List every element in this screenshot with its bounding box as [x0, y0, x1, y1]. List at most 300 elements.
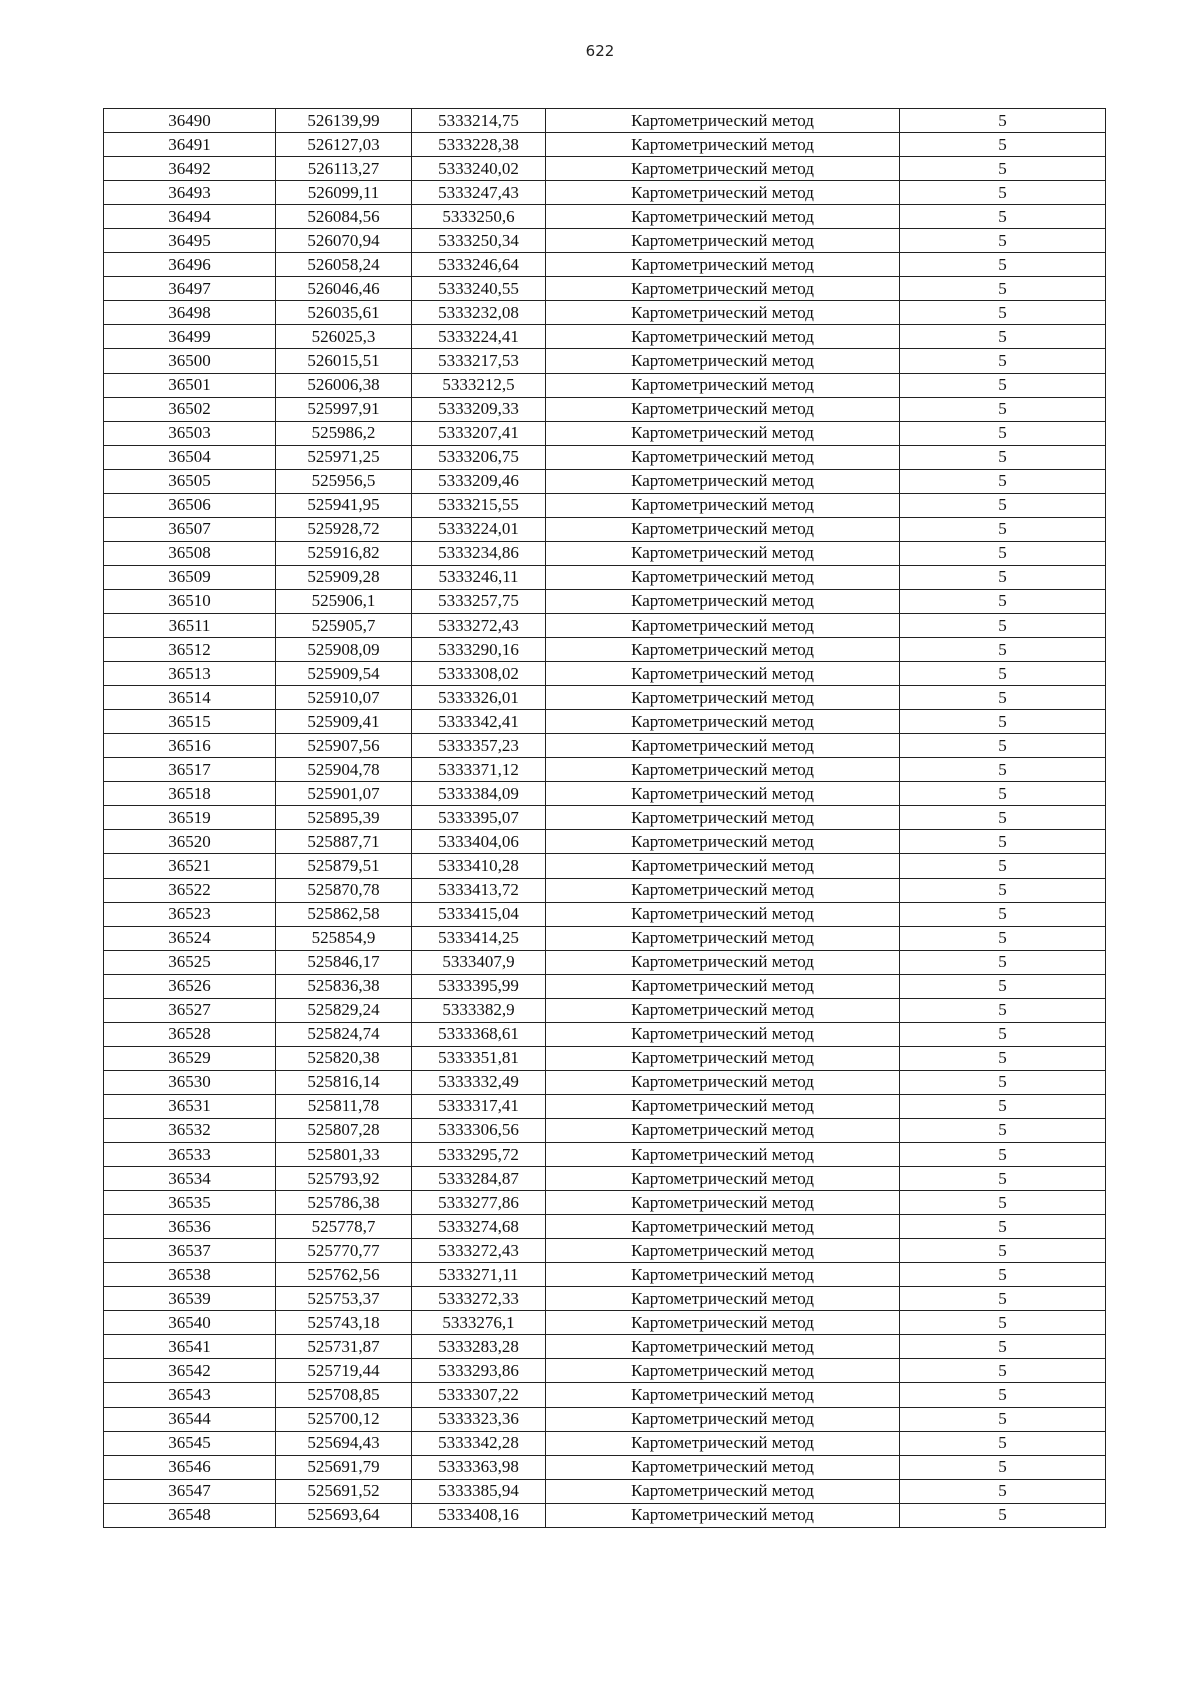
point-number-cell: 36543 [104, 1383, 276, 1407]
table-row [104, 758, 1106, 782]
accuracy-cell: 5 [900, 782, 1106, 806]
method-cell: Картометрический метод [546, 397, 900, 421]
point-number-cell: 36526 [104, 974, 276, 998]
accuracy-cell: 5 [900, 1215, 1106, 1239]
method-cell: Картометрический метод [546, 565, 900, 589]
y-coordinate-cell: 5333323,36 [412, 1407, 546, 1431]
x-coordinate-cell: 525770,77 [276, 1239, 412, 1263]
x-coordinate-cell: 525904,78 [276, 758, 412, 782]
method-cell: Картометрический метод [546, 517, 900, 541]
x-coordinate-cell: 525743,18 [276, 1311, 412, 1335]
accuracy-cell: 5 [900, 541, 1106, 565]
point-number-cell: 36536 [104, 1215, 276, 1239]
accuracy-cell: 5 [900, 1503, 1106, 1527]
point-number-cell: 36508 [104, 541, 276, 565]
x-coordinate-cell: 525887,71 [276, 830, 412, 854]
x-coordinate-cell: 525879,51 [276, 854, 412, 878]
x-coordinate-cell: 525801,33 [276, 1143, 412, 1167]
accuracy-cell: 5 [900, 1431, 1106, 1455]
table-row [104, 926, 1106, 950]
x-coordinate-cell: 525909,54 [276, 662, 412, 686]
accuracy-cell: 5 [900, 854, 1106, 878]
y-coordinate-cell: 5333271,11 [412, 1263, 546, 1287]
point-number-cell: 36500 [104, 349, 276, 373]
method-cell: Картометрический метод [546, 638, 900, 662]
x-coordinate-cell: 526046,46 [276, 277, 412, 301]
method-cell: Картометрический метод [546, 469, 900, 493]
x-coordinate-cell: 525691,79 [276, 1455, 412, 1479]
point-number-cell: 36514 [104, 686, 276, 710]
x-coordinate-cell: 526127,03 [276, 133, 412, 157]
table-row [104, 830, 1106, 854]
point-number-cell: 36492 [104, 157, 276, 181]
method-cell: Картометрический метод [546, 445, 900, 469]
y-coordinate-cell: 5333317,41 [412, 1094, 546, 1118]
point-number-cell: 36546 [104, 1455, 276, 1479]
table-row [104, 229, 1106, 253]
method-cell: Картометрический метод [546, 662, 900, 686]
point-number-cell: 36518 [104, 782, 276, 806]
x-coordinate-cell: 525862,58 [276, 902, 412, 926]
method-cell: Картометрический метод [546, 1239, 900, 1263]
table-row [104, 541, 1106, 565]
table-row [104, 1407, 1106, 1431]
table-row [104, 325, 1106, 349]
y-coordinate-cell: 5333274,68 [412, 1215, 546, 1239]
x-coordinate-cell: 525909,28 [276, 565, 412, 589]
method-cell: Картометрический метод [546, 1263, 900, 1287]
x-coordinate-cell: 525700,12 [276, 1407, 412, 1431]
x-coordinate-cell: 526035,61 [276, 301, 412, 325]
y-coordinate-cell: 5333214,75 [412, 109, 546, 133]
table-row [104, 517, 1106, 541]
table-row [104, 1191, 1106, 1215]
x-coordinate-cell: 525836,38 [276, 974, 412, 998]
accuracy-cell: 5 [900, 1479, 1106, 1503]
method-cell: Картометрический метод [546, 902, 900, 926]
method-cell: Картометрический метод [546, 613, 900, 637]
y-coordinate-cell: 5333240,55 [412, 277, 546, 301]
method-cell: Картометрический метод [546, 1094, 900, 1118]
method-cell: Картометрический метод [546, 133, 900, 157]
x-coordinate-cell: 525870,78 [276, 878, 412, 902]
accuracy-cell: 5 [900, 662, 1106, 686]
y-coordinate-cell: 5333250,6 [412, 205, 546, 229]
point-number-cell: 36503 [104, 421, 276, 445]
point-number-cell: 36527 [104, 998, 276, 1022]
accuracy-cell: 5 [900, 1118, 1106, 1142]
y-coordinate-cell: 5333351,81 [412, 1046, 546, 1070]
method-cell: Картометрический метод [546, 421, 900, 445]
accuracy-cell: 5 [900, 758, 1106, 782]
accuracy-cell: 5 [900, 1239, 1106, 1263]
point-number-cell: 36524 [104, 926, 276, 950]
table-row [104, 806, 1106, 830]
y-coordinate-cell: 5333215,55 [412, 493, 546, 517]
x-coordinate-cell: 525916,82 [276, 541, 412, 565]
x-coordinate-cell: 525807,28 [276, 1118, 412, 1142]
x-coordinate-cell: 525719,44 [276, 1359, 412, 1383]
y-coordinate-cell: 5333206,75 [412, 445, 546, 469]
accuracy-cell: 5 [900, 806, 1106, 830]
accuracy-cell: 5 [900, 1070, 1106, 1094]
accuracy-cell: 5 [900, 950, 1106, 974]
y-coordinate-cell: 5333404,06 [412, 830, 546, 854]
table-row [104, 1359, 1106, 1383]
table-row [104, 662, 1106, 686]
method-cell: Картометрический метод [546, 854, 900, 878]
table-row [104, 710, 1106, 734]
table-row [104, 638, 1106, 662]
accuracy-cell: 5 [900, 1191, 1106, 1215]
accuracy-cell: 5 [900, 902, 1106, 926]
method-cell: Картометрический метод [546, 758, 900, 782]
accuracy-cell: 5 [900, 638, 1106, 662]
point-number-cell: 36547 [104, 1479, 276, 1503]
table-row [104, 565, 1106, 589]
method-cell: Картометрический метод [546, 1479, 900, 1503]
accuracy-cell: 5 [900, 1263, 1106, 1287]
accuracy-cell: 5 [900, 205, 1106, 229]
y-coordinate-cell: 5333217,53 [412, 349, 546, 373]
y-coordinate-cell: 5333407,9 [412, 950, 546, 974]
y-coordinate-cell: 5333415,04 [412, 902, 546, 926]
method-cell: Картометрический метод [546, 1143, 900, 1167]
y-coordinate-cell: 5333250,34 [412, 229, 546, 253]
method-cell: Картометрический метод [546, 109, 900, 133]
accuracy-cell: 5 [900, 1455, 1106, 1479]
method-cell: Картометрический метод [546, 974, 900, 998]
y-coordinate-cell: 5333307,22 [412, 1383, 546, 1407]
method-cell: Картометрический метод [546, 1118, 900, 1142]
method-cell: Картометрический метод [546, 349, 900, 373]
accuracy-cell: 5 [900, 998, 1106, 1022]
method-cell: Картометрический метод [546, 1335, 900, 1359]
method-cell: Картометрический метод [546, 782, 900, 806]
x-coordinate-cell: 525956,5 [276, 469, 412, 493]
x-coordinate-cell: 525762,56 [276, 1263, 412, 1287]
y-coordinate-cell: 5333272,43 [412, 613, 546, 637]
method-cell: Картометрический метод [546, 1191, 900, 1215]
table-row [104, 902, 1106, 926]
x-coordinate-cell: 526058,24 [276, 253, 412, 277]
table-row [104, 1094, 1106, 1118]
accuracy-cell: 5 [900, 1359, 1106, 1383]
table-row [104, 181, 1106, 205]
point-number-cell: 36523 [104, 902, 276, 926]
point-number-cell: 36499 [104, 325, 276, 349]
table-row [104, 493, 1106, 517]
method-cell: Картометрический метод [546, 734, 900, 758]
point-number-cell: 36532 [104, 1118, 276, 1142]
y-coordinate-cell: 5333246,11 [412, 565, 546, 589]
accuracy-cell: 5 [900, 1383, 1106, 1407]
x-coordinate-cell: 525786,38 [276, 1191, 412, 1215]
method-cell: Картометрический метод [546, 806, 900, 830]
table-row [104, 1479, 1106, 1503]
point-number-cell: 36506 [104, 493, 276, 517]
x-coordinate-cell: 525910,07 [276, 686, 412, 710]
x-coordinate-cell: 525694,43 [276, 1431, 412, 1455]
table-row [104, 445, 1106, 469]
method-cell: Картометрический метод [546, 950, 900, 974]
y-coordinate-cell: 5333371,12 [412, 758, 546, 782]
accuracy-cell: 5 [900, 878, 1106, 902]
x-coordinate-cell: 525753,37 [276, 1287, 412, 1311]
x-coordinate-cell: 526006,38 [276, 373, 412, 397]
point-number-cell: 36501 [104, 373, 276, 397]
method-cell: Картометрический метод [546, 1167, 900, 1191]
x-coordinate-cell: 525846,17 [276, 950, 412, 974]
x-coordinate-cell: 525906,1 [276, 589, 412, 613]
x-coordinate-cell: 525811,78 [276, 1094, 412, 1118]
y-coordinate-cell: 5333224,41 [412, 325, 546, 349]
point-number-cell: 36495 [104, 229, 276, 253]
method-cell: Картометрический метод [546, 998, 900, 1022]
table-row [104, 1143, 1106, 1167]
point-number-cell: 36530 [104, 1070, 276, 1094]
method-cell: Картометрический метод [546, 301, 900, 325]
table-row [104, 1287, 1106, 1311]
table-row [104, 613, 1106, 637]
x-coordinate-cell: 526025,3 [276, 325, 412, 349]
x-coordinate-cell: 526139,99 [276, 109, 412, 133]
y-coordinate-cell: 5333308,02 [412, 662, 546, 686]
method-cell: Картометрический метод [546, 1407, 900, 1431]
y-coordinate-cell: 5333247,43 [412, 181, 546, 205]
y-coordinate-cell: 5333306,56 [412, 1118, 546, 1142]
method-cell: Картометрический метод [546, 1287, 900, 1311]
table-row [104, 205, 1106, 229]
x-coordinate-cell: 526113,27 [276, 157, 412, 181]
x-coordinate-cell: 525901,07 [276, 782, 412, 806]
point-number-cell: 36516 [104, 734, 276, 758]
x-coordinate-cell: 525895,39 [276, 806, 412, 830]
y-coordinate-cell: 5333363,98 [412, 1455, 546, 1479]
table-row [104, 998, 1106, 1022]
x-coordinate-cell: 525820,38 [276, 1046, 412, 1070]
accuracy-cell: 5 [900, 1022, 1106, 1046]
y-coordinate-cell: 5333357,23 [412, 734, 546, 758]
accuracy-cell: 5 [900, 277, 1106, 301]
accuracy-cell: 5 [900, 1094, 1106, 1118]
point-number-cell: 36497 [104, 277, 276, 301]
x-coordinate-cell: 525778,7 [276, 1215, 412, 1239]
y-coordinate-cell: 5333395,99 [412, 974, 546, 998]
point-number-cell: 36535 [104, 1191, 276, 1215]
table-row [104, 421, 1106, 445]
point-number-cell: 36490 [104, 109, 276, 133]
method-cell: Картометрический метод [546, 1311, 900, 1335]
point-number-cell: 36505 [104, 469, 276, 493]
table-row [104, 974, 1106, 998]
point-number-cell: 36520 [104, 830, 276, 854]
y-coordinate-cell: 5333385,94 [412, 1479, 546, 1503]
accuracy-cell: 5 [900, 589, 1106, 613]
x-coordinate-cell: 525908,09 [276, 638, 412, 662]
table-row [104, 1383, 1106, 1407]
point-number-cell: 36537 [104, 1239, 276, 1263]
accuracy-cell: 5 [900, 1407, 1106, 1431]
table-row [104, 878, 1106, 902]
accuracy-cell: 5 [900, 1311, 1106, 1335]
y-coordinate-cell: 5333413,72 [412, 878, 546, 902]
table-row [104, 1046, 1106, 1070]
method-cell: Картометрический метод [546, 1383, 900, 1407]
point-number-cell: 36511 [104, 613, 276, 637]
x-coordinate-cell: 525731,87 [276, 1335, 412, 1359]
accuracy-cell: 5 [900, 1335, 1106, 1359]
method-cell: Картометрический метод [546, 253, 900, 277]
accuracy-cell: 5 [900, 133, 1106, 157]
y-coordinate-cell: 5333382,9 [412, 998, 546, 1022]
accuracy-cell: 5 [900, 325, 1106, 349]
point-number-cell: 36515 [104, 710, 276, 734]
accuracy-cell: 5 [900, 926, 1106, 950]
x-coordinate-cell: 525997,91 [276, 397, 412, 421]
y-coordinate-cell: 5333342,41 [412, 710, 546, 734]
accuracy-cell: 5 [900, 686, 1106, 710]
y-coordinate-cell: 5333342,28 [412, 1431, 546, 1455]
table-row [104, 589, 1106, 613]
accuracy-cell: 5 [900, 493, 1106, 517]
table-row [104, 1335, 1106, 1359]
y-coordinate-cell: 5333284,87 [412, 1167, 546, 1191]
method-cell: Картометрический метод [546, 373, 900, 397]
method-cell: Картометрический метод [546, 710, 900, 734]
y-coordinate-cell: 5333272,43 [412, 1239, 546, 1263]
x-coordinate-cell: 525941,95 [276, 493, 412, 517]
method-cell: Картометрический метод [546, 325, 900, 349]
method-cell: Картометрический метод [546, 1215, 900, 1239]
point-number-cell: 36493 [104, 181, 276, 205]
accuracy-cell: 5 [900, 517, 1106, 541]
table-row [104, 253, 1106, 277]
accuracy-cell: 5 [900, 1287, 1106, 1311]
y-coordinate-cell: 5333326,01 [412, 686, 546, 710]
method-cell: Картометрический метод [546, 926, 900, 950]
table-row [104, 734, 1106, 758]
y-coordinate-cell: 5333283,28 [412, 1335, 546, 1359]
method-cell: Картометрический метод [546, 878, 900, 902]
x-coordinate-cell: 525971,25 [276, 445, 412, 469]
table-row [104, 373, 1106, 397]
x-coordinate-cell: 525829,24 [276, 998, 412, 1022]
y-coordinate-cell: 5333414,25 [412, 926, 546, 950]
x-coordinate-cell: 525928,72 [276, 517, 412, 541]
x-coordinate-cell: 525708,85 [276, 1383, 412, 1407]
table-row [104, 686, 1106, 710]
point-number-cell: 36541 [104, 1335, 276, 1359]
y-coordinate-cell: 5333277,86 [412, 1191, 546, 1215]
x-coordinate-cell: 526099,11 [276, 181, 412, 205]
table-row [104, 1118, 1106, 1142]
x-coordinate-cell: 526070,94 [276, 229, 412, 253]
accuracy-cell: 5 [900, 734, 1106, 758]
method-cell: Картометрический метод [546, 541, 900, 565]
point-number-cell: 36544 [104, 1407, 276, 1431]
point-number-cell: 36522 [104, 878, 276, 902]
point-number-cell: 36494 [104, 205, 276, 229]
accuracy-cell: 5 [900, 1046, 1106, 1070]
method-cell: Картометрический метод [546, 1503, 900, 1527]
table-row [104, 157, 1106, 181]
table-row [104, 1239, 1106, 1263]
accuracy-cell: 5 [900, 373, 1106, 397]
y-coordinate-cell: 5333207,41 [412, 421, 546, 445]
accuracy-cell: 5 [900, 469, 1106, 493]
point-number-cell: 36539 [104, 1287, 276, 1311]
method-cell: Картометрический метод [546, 1431, 900, 1455]
point-number-cell: 36538 [104, 1263, 276, 1287]
accuracy-cell: 5 [900, 710, 1106, 734]
x-coordinate-cell: 525905,7 [276, 613, 412, 637]
y-coordinate-cell: 5333272,33 [412, 1287, 546, 1311]
point-number-cell: 36531 [104, 1094, 276, 1118]
y-coordinate-cell: 5333224,01 [412, 517, 546, 541]
x-coordinate-cell: 525907,56 [276, 734, 412, 758]
table-row [104, 349, 1106, 373]
method-cell: Картометрический метод [546, 181, 900, 205]
method-cell: Картометрический метод [546, 1046, 900, 1070]
method-cell: Картометрический метод [546, 157, 900, 181]
accuracy-cell: 5 [900, 1143, 1106, 1167]
page-number: 622 [585, 42, 615, 60]
accuracy-cell: 5 [900, 613, 1106, 637]
x-coordinate-cell: 525854,9 [276, 926, 412, 950]
point-number-cell: 36534 [104, 1167, 276, 1191]
y-coordinate-cell: 5333295,72 [412, 1143, 546, 1167]
method-cell: Картометрический метод [546, 589, 900, 613]
y-coordinate-cell: 5333290,16 [412, 638, 546, 662]
point-number-cell: 36548 [104, 1503, 276, 1527]
accuracy-cell: 5 [900, 397, 1106, 421]
y-coordinate-cell: 5333384,09 [412, 782, 546, 806]
y-coordinate-cell: 5333408,16 [412, 1503, 546, 1527]
table-row [104, 277, 1106, 301]
point-number-cell: 36491 [104, 133, 276, 157]
y-coordinate-cell: 5333368,61 [412, 1022, 546, 1046]
method-cell: Картометрический метод [546, 1455, 900, 1479]
x-coordinate-cell: 525793,92 [276, 1167, 412, 1191]
table-row [104, 133, 1106, 157]
accuracy-cell: 5 [900, 1167, 1106, 1191]
method-cell: Картометрический метод [546, 1022, 900, 1046]
point-number-cell: 36519 [104, 806, 276, 830]
y-coordinate-cell: 5333212,5 [412, 373, 546, 397]
method-cell: Картометрический метод [546, 1070, 900, 1094]
point-number-cell: 36529 [104, 1046, 276, 1070]
accuracy-cell: 5 [900, 349, 1106, 373]
table-row [104, 1215, 1106, 1239]
method-cell: Картометрический метод [546, 1359, 900, 1383]
y-coordinate-cell: 5333209,33 [412, 397, 546, 421]
point-number-cell: 36510 [104, 589, 276, 613]
accuracy-cell: 5 [900, 445, 1106, 469]
accuracy-cell: 5 [900, 229, 1106, 253]
table-row [104, 1167, 1106, 1191]
accuracy-cell: 5 [900, 974, 1106, 998]
y-coordinate-cell: 5333332,49 [412, 1070, 546, 1094]
method-cell: Картометрический метод [546, 830, 900, 854]
y-coordinate-cell: 5333232,08 [412, 301, 546, 325]
y-coordinate-cell: 5333410,28 [412, 854, 546, 878]
x-coordinate-cell: 525691,52 [276, 1479, 412, 1503]
table-row [104, 1503, 1106, 1527]
point-number-cell: 36528 [104, 1022, 276, 1046]
y-coordinate-cell: 5333209,46 [412, 469, 546, 493]
coordinates-table-body [104, 109, 1106, 1528]
